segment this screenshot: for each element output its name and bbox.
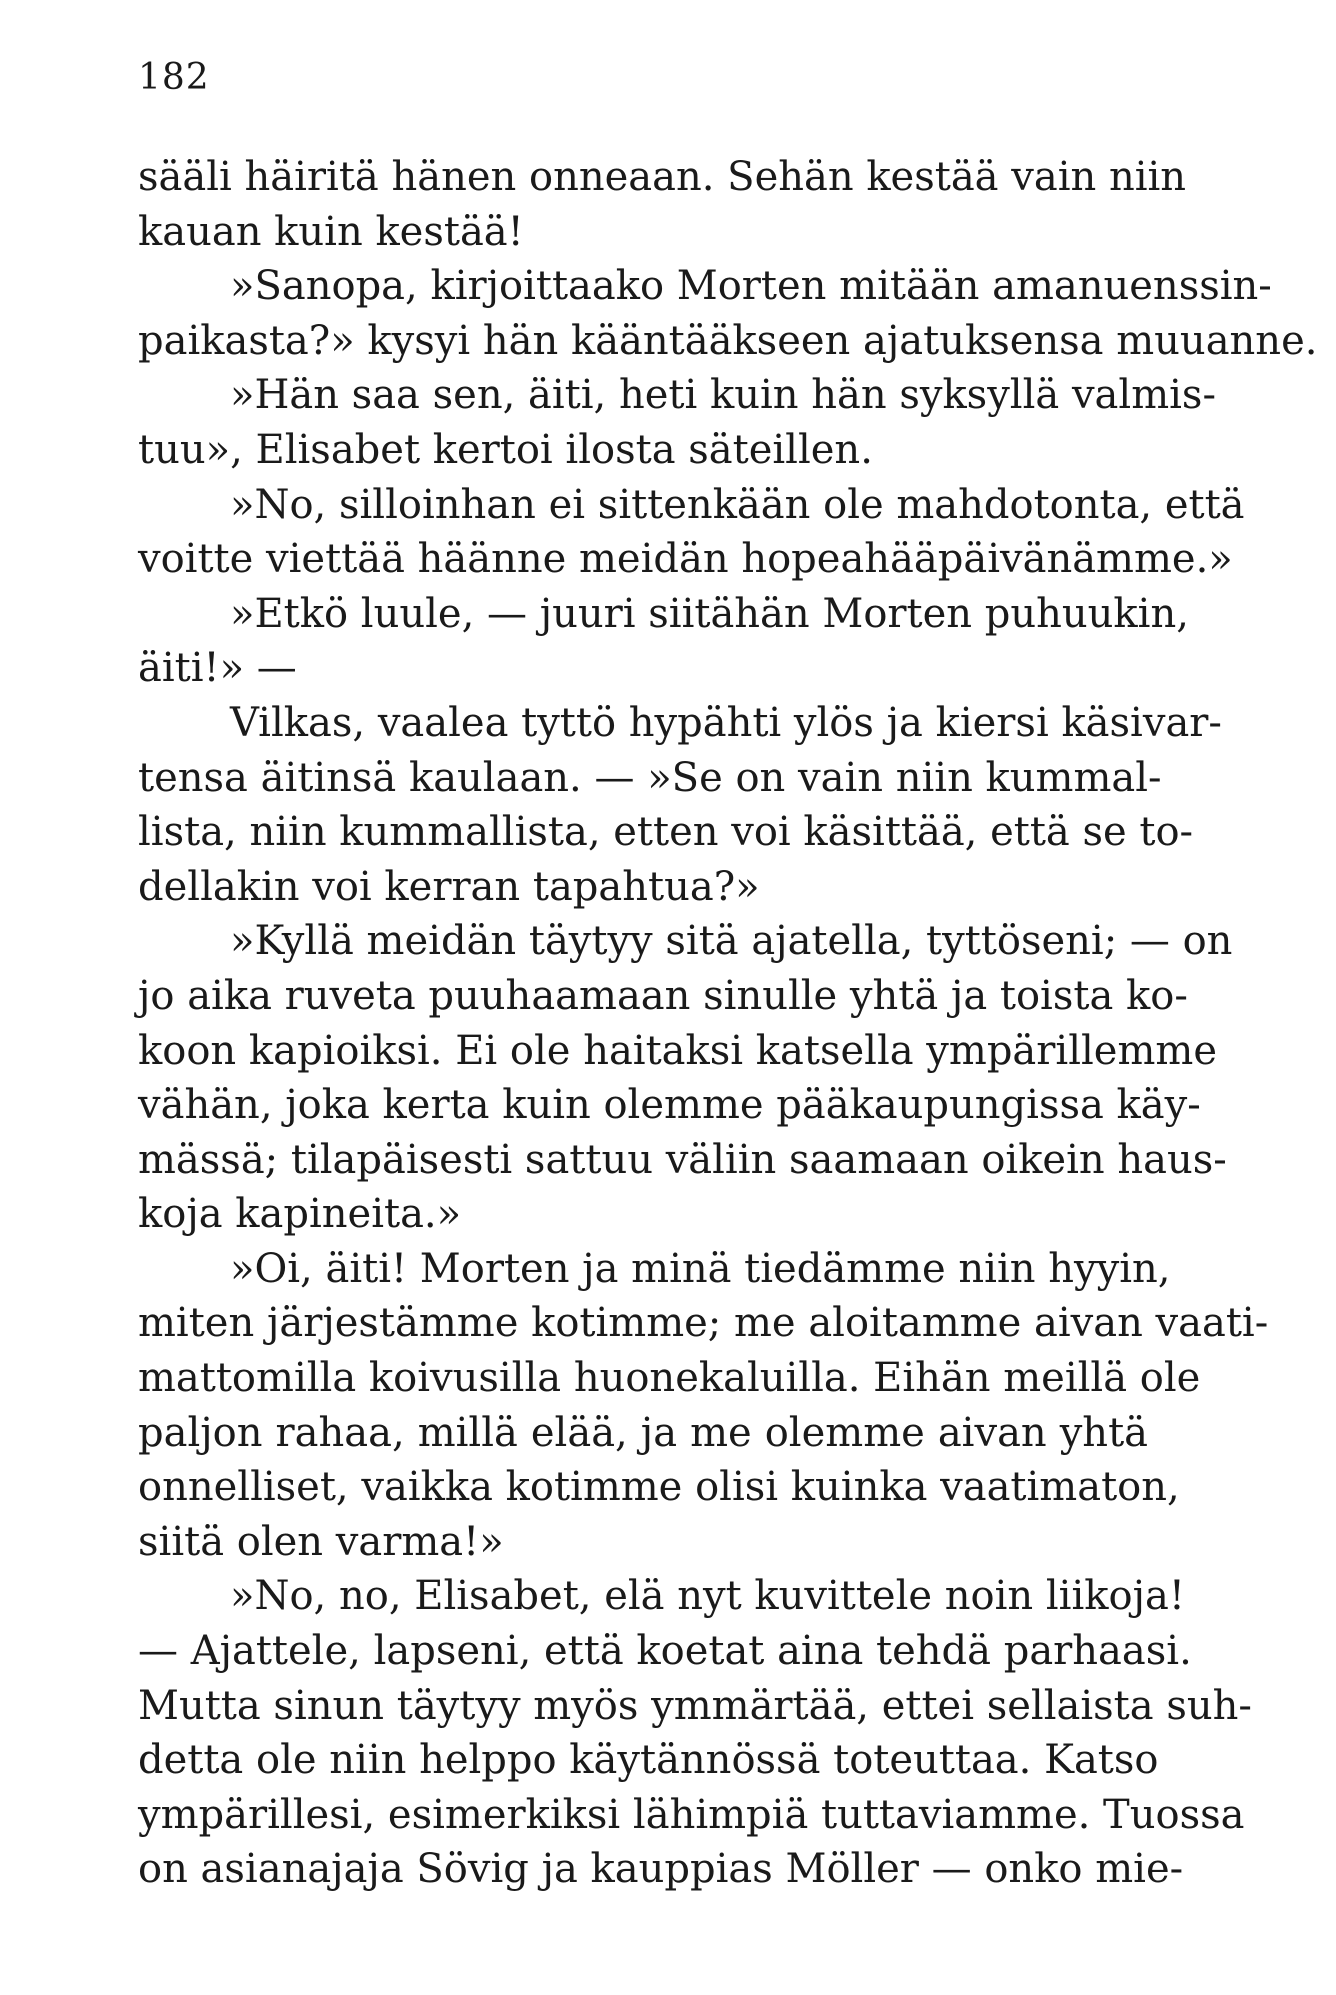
- body-text: [138, 150, 1318, 1897]
- text-line: »No, silloinhan ei sittenkään ole mahdotonta, että: [230, 481, 1245, 528]
- text-line: miten järjestämme kotimme; me aloitamme aivan vaati-: [138, 1300, 1269, 1347]
- text-line: ympärillesi, esimerkiksi lähimpiä tuttaviamme. Tuossa: [138, 1791, 1245, 1838]
- text-line: detta ole niin helppo käytännössä toteuttaa. Katso: [138, 1737, 1159, 1784]
- text-line: »Hän saa sen, äiti, heti kuin hän syksyllä valmis-: [230, 372, 1216, 419]
- text-line: tuu», Elisabet kertoi ilosta säteillen.: [138, 426, 873, 473]
- text-line: paikasta?» kysyi hän kääntääkseen ajatuksensa muuanne.: [138, 317, 1318, 364]
- text-line: »Etkö luule, — juuri siitähän Morten puhuukin,: [230, 590, 1189, 637]
- text-line: »No, no, Elisabet, elä nyt kuvittele noin liikoja!: [230, 1573, 1185, 1620]
- text-line: koja kapineita.»: [138, 1191, 462, 1238]
- text-line: Mutta sinun täytyy myös ymmärtää, ettei sellaista suh-: [138, 1682, 1252, 1729]
- text-line: »Sanopa, kirjoittaako Morten mitään amanuenssin-: [230, 263, 1272, 310]
- text-line: »Oi, äiti! Morten ja minä tiedämme niin hyyin,: [230, 1245, 1171, 1292]
- text-line: tensa äitinsä kaulaan. — »Se on vain niin kummal-: [138, 754, 1162, 801]
- text-line: siitä olen varma!»: [138, 1518, 504, 1565]
- text-line: voitte viettää häänne meidän hopeahääpäivänämme.»: [138, 536, 1233, 583]
- text-line: vähän, joka kerta kuin olemme pääkaupungissa käy-: [138, 1082, 1201, 1129]
- text-line: — Ajattele, lapseni, että koetat aina tehdä parhaasi.: [138, 1628, 1192, 1675]
- text-line: mässä; tilapäisesti sattuu väliin saamaan oikein haus-: [138, 1136, 1227, 1183]
- text-line: lista, niin kummallista, etten voi käsittää, että se to-: [138, 809, 1194, 856]
- text-line: mattomilla koivusilla huonekaluilla. Eihän meillä ole: [138, 1355, 1201, 1402]
- text-line: koon kapioiksi. Ei ole haitaksi katsella ympärillemme: [138, 1027, 1217, 1074]
- page-number: 182: [138, 57, 210, 98]
- text-line: Vilkas, vaalea tyttö hypähti ylös ja kiersi käsivar-: [230, 699, 1222, 746]
- text-line: on asianajaja Sövig ja kauppias Möller — onko mie-: [138, 1846, 1184, 1893]
- text-line: jo aika ruveta puuhaamaan sinulle yhtä ja toista ko-: [138, 972, 1188, 1019]
- text-line: dellakin voi kerran tapahtua?»: [138, 863, 760, 910]
- text-line: »Kyllä meidän täytyy sitä ajatella, tyttöseni; — on: [230, 918, 1233, 965]
- text-line: onnelliset, vaikka kotimme olisi kuinka vaatimaton,: [138, 1464, 1180, 1511]
- text-line: äiti!» —: [138, 645, 297, 692]
- text-line: kauan kuin kestää!: [138, 208, 524, 255]
- text-line: sääli häiritä hänen onneaan. Sehän kestää vain niin: [138, 154, 1187, 200]
- text-line: paljon rahaa, millä elää, ja me olemme aivan yhtä: [138, 1409, 1148, 1456]
